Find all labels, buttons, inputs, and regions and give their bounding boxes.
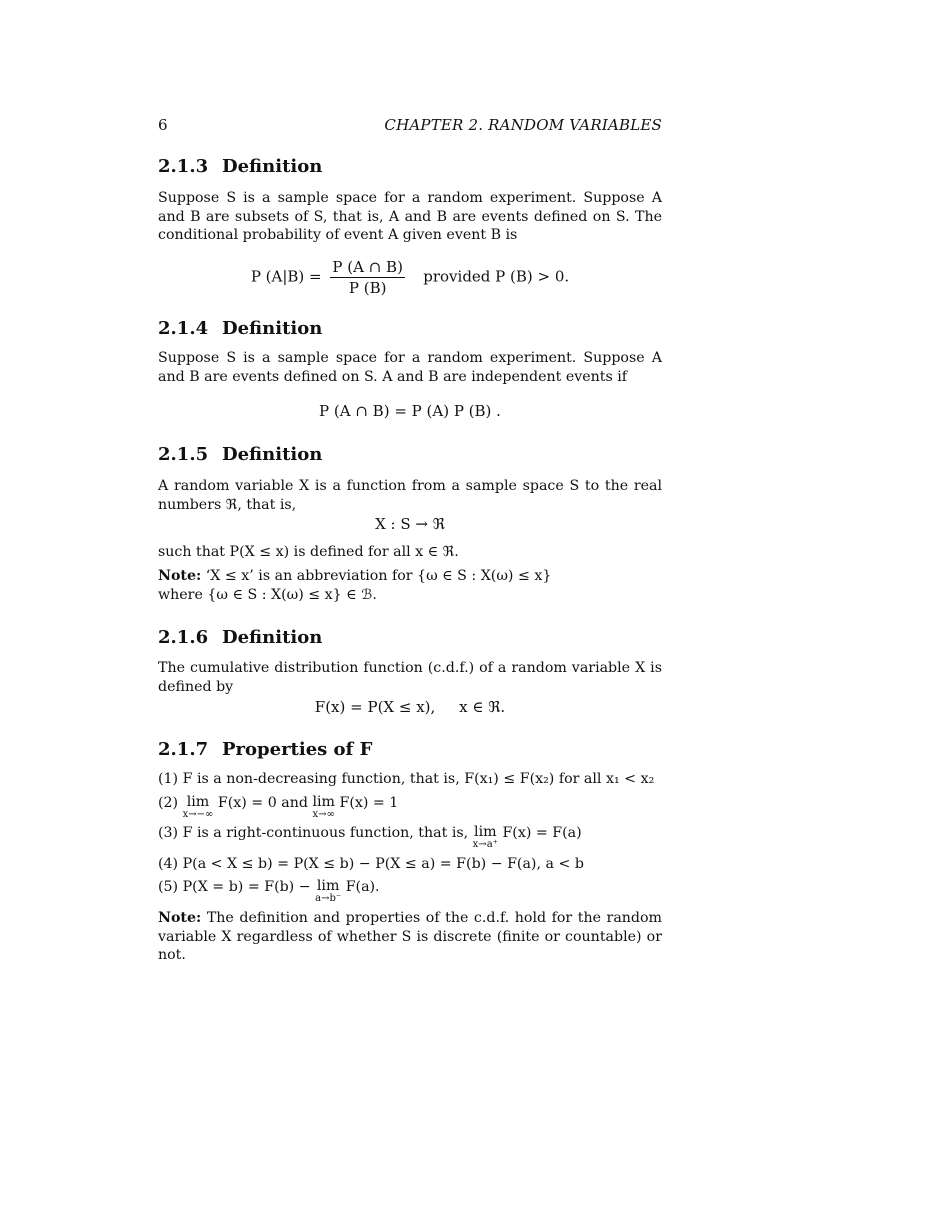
note-2-1-7 <box>158 909 662 965</box>
equation-independence: P (A ∩ B) = P (A) P (B) . <box>319 402 501 420</box>
note-2-1-5-line-2: where {ω ∈ S : X(ω) ≤ x} ∈ ℬ. <box>158 587 377 603</box>
section-number: 2.1.7 <box>158 739 209 760</box>
equation-random-variable: X : S → ℜ <box>375 515 445 533</box>
property-4: (4) P(a < X ≤ b) = P(X ≤ b) − P(X ≤ a) = F(b) − F(a), a < b <box>158 856 584 872</box>
running-header <box>158 116 662 134</box>
running-title: CHAPTER 2. RANDOM VARIABLES <box>384 116 662 134</box>
lim-text: lim <box>316 878 340 894</box>
note-2-1-5 <box>158 567 662 586</box>
note-label: Note: <box>158 910 202 926</box>
lim-subscript: x→a⁺ <box>472 839 498 850</box>
page-number: 6 <box>158 116 168 134</box>
section-heading-2-1-7 <box>158 739 662 760</box>
property-2-part-1: F(x) = 0 and <box>217 795 308 811</box>
property-1: (1) F is a non-decreasing function, that is, F(x₁) ≤ F(x₂) for all x₁ < x₂ <box>158 771 655 787</box>
section-heading-2-1-6 <box>158 627 662 648</box>
lim-subscript: a→b⁻ <box>315 893 342 904</box>
fraction-denominator: P (B) <box>348 279 387 297</box>
lim-subscript: x→∞ <box>312 809 335 820</box>
fraction-numerator: P (A ∩ B) <box>332 258 403 276</box>
paragraph-2-1-5: A random variable X is a function from a sample space S to the real numbers ℜ, that is, <box>158 478 662 513</box>
property-2-part-2: F(x) = 1 <box>339 795 399 811</box>
paragraph-2-1-3: Suppose S is a sample space for a random experiment. Suppose A and B are subsets of S, that is, A and B are events defined on S. The conditional probability of event A given event B is <box>158 190 662 244</box>
lim-text: lim <box>312 794 335 810</box>
equation-conditional-probability <box>158 258 662 297</box>
note-line-1: ‘X ≤ x’ is an abbreviation for {ω ∈ S : X(ω) ≤ x} <box>205 568 552 584</box>
paragraph-2-1-5-cont: such that P(X ≤ x) is defined for all x ∈ ℜ. <box>158 544 459 560</box>
section-number: 2.1.3 <box>158 156 209 177</box>
property-5 <box>158 879 662 904</box>
property-2-label: (2) <box>158 795 179 811</box>
note-label: Note: <box>158 568 202 584</box>
limit-operator <box>315 879 341 904</box>
equation-cdf: F(x) = P(X ≤ x), x ∈ ℜ. <box>314 698 506 716</box>
lim-text: lim <box>186 794 210 810</box>
property-5-text: (5) P(X = b) = F(b) − <box>158 879 311 895</box>
section-title: Definition <box>222 627 323 648</box>
limit-operator <box>183 795 214 820</box>
note-text: The definition and properties of the c.d.f. hold for the random variable X regardless of whether S is discrete (finite or countable) or not. <box>158 910 663 964</box>
property-3-text: (3) F is a right-continuous function, that is, <box>158 825 469 841</box>
limit-operator <box>312 795 335 820</box>
section-number: 2.1.6 <box>158 627 209 648</box>
lim-text: lim <box>474 824 497 840</box>
property-2 <box>158 795 662 820</box>
paragraph-2-1-4: Suppose S is a sample space for a random experiment. Suppose A and B are events defined on S. A and B are independent events if <box>158 350 662 385</box>
section-title: Definition <box>222 318 323 339</box>
section-number: 2.1.4 <box>158 318 209 339</box>
fraction <box>330 258 405 297</box>
section-title: Definition <box>222 444 323 465</box>
section-title: Definition <box>222 156 323 177</box>
property-5-expr: F(a). <box>345 879 380 895</box>
section-number: 2.1.5 <box>158 444 209 465</box>
section-heading-2-1-4 <box>158 318 662 339</box>
section-heading-2-1-5 <box>158 444 662 465</box>
property-3-expr: F(x) = F(a) <box>502 825 582 841</box>
section-title: Properties of F <box>222 739 373 760</box>
limit-operator <box>473 825 498 850</box>
property-3 <box>158 825 662 850</box>
section-heading-2-1-3 <box>158 156 662 177</box>
equation-condition: provided P (B) > 0. <box>423 267 570 286</box>
equation-lhs: P (A|B) = <box>250 267 322 286</box>
paragraph-2-1-6: The cumulative distribution function (c.d.f.) of a random variable X is defined by <box>158 660 662 695</box>
lim-subscript: x→−∞ <box>182 809 214 820</box>
